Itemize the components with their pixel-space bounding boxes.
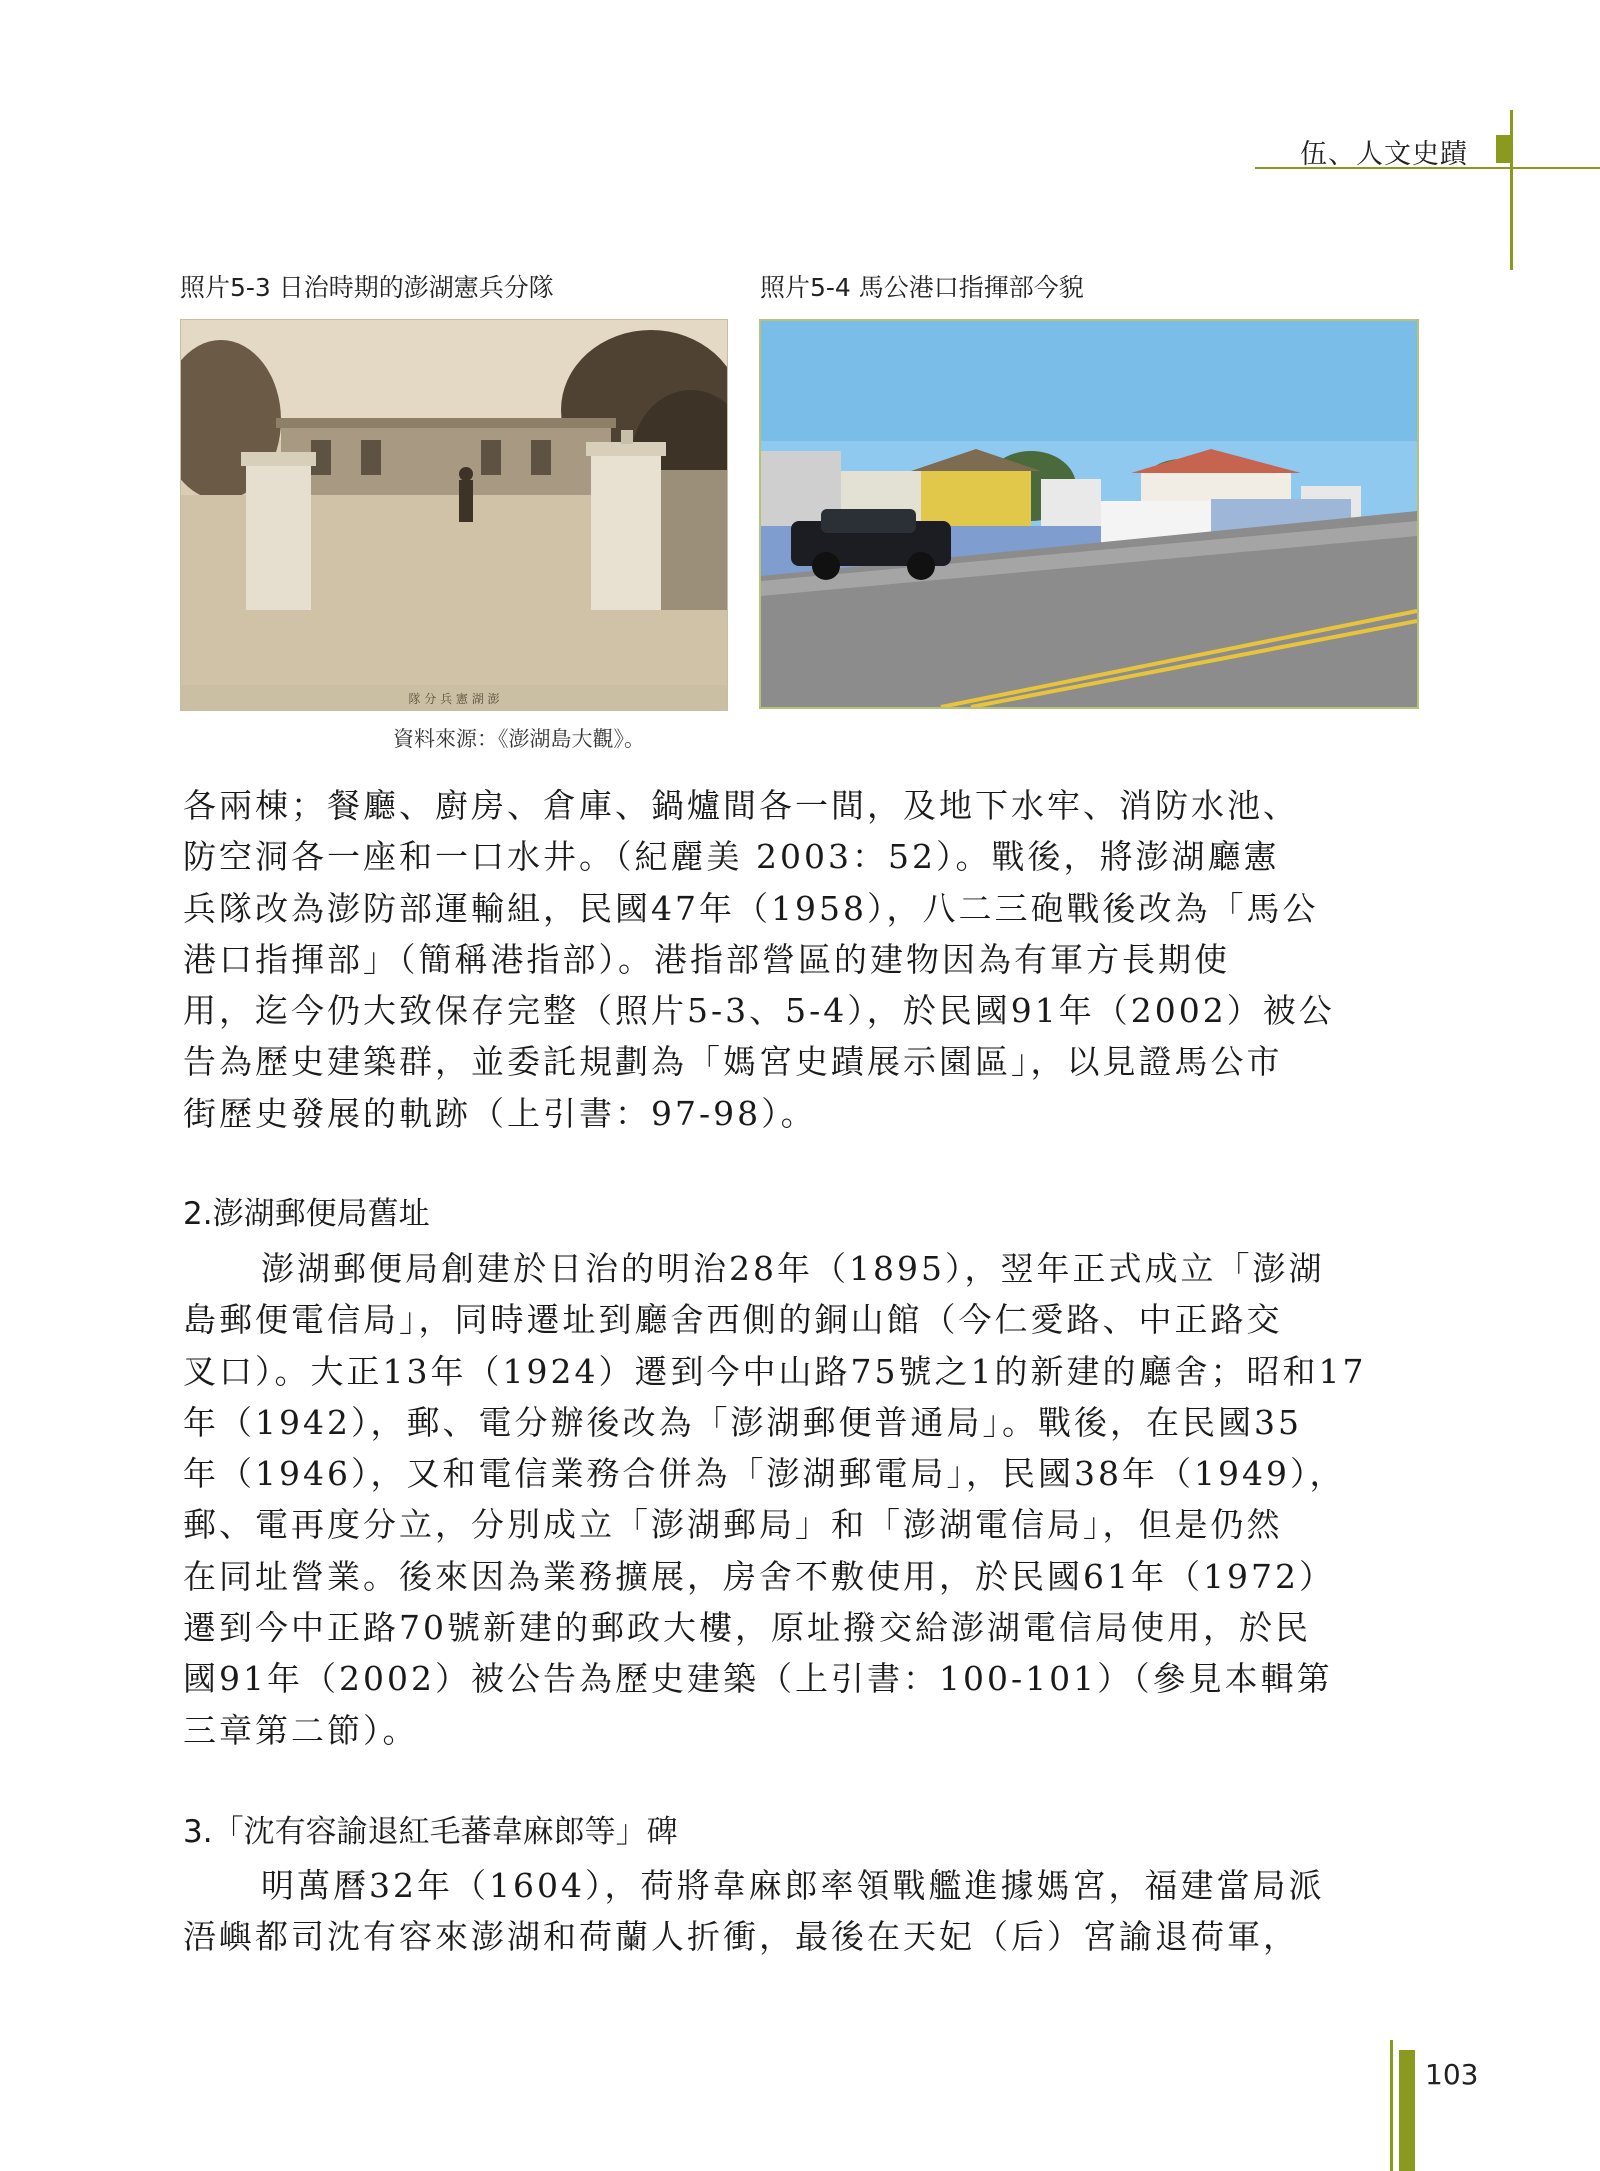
paragraph-line: 年（1942），郵、電分辦後改為「澎湖郵便普通局」。戰後，在民國35 [183,1402,1302,1442]
paragraph-line: 用，迄今仍大致保存完整（照片5-3、5-4），於民國91年（2002）被公 [183,991,1335,1031]
photo-5-4-caption: 照片5-4 馬公港口指揮部今貌 [760,273,1084,302]
body-paragraph-1 [183,780,1420,1139]
paragraph-line: 明萬曆32年（1604），荷將韋麻郎率領戰艦進據媽宮，福建當局派 [261,1866,1325,1905]
body-paragraph-3 [183,1860,1420,1963]
paragraph-line: 街歷史發展的軌跡（上引書：97-98）。 [183,1093,817,1133]
paragraph-line: 在同址營業。後來因為業務擴展，房舍不敷使用，於民國61年（1972） [183,1556,1335,1596]
paragraph-line: 島郵便電信局」，同時遷址到廳舍西側的銅山館（今仁愛路、中正路交 [183,1300,1283,1340]
photo-5-3-inner-title: 隊 分 兵 憲 湖 澎 [408,692,500,706]
paragraph-line: 告為歷史建築群，並委託規劃為「媽宮史蹟展示園區」，以見證馬公市 [183,1042,1283,1082]
photo-source-note: 資料來源：《澎湖島大觀》。 [393,727,645,751]
photo-5-3-caption: 照片5-3 日治時期的澎湖憲兵分隊 [180,273,554,302]
paragraph-line: 防空洞各一座和一口水井。（紀麗美 2003：52）。戰後，將澎湖廳憲 [183,837,1280,877]
header-accent-block [1496,135,1510,163]
paragraph-line: 各兩棟；餐廳、廚房、倉庫、鍋爐間各一間，及地下水牢、消防水池、 [183,786,1299,825]
paragraph-line: 澎湖郵便局創建於日治的明治28年（1895），翌年正式成立「澎湖 [261,1249,1325,1288]
paragraph-line: 三章第二節）。 [183,1710,419,1750]
page-number: 103 [1425,2058,1479,2091]
header-accent-vertical-line [1510,110,1513,270]
paragraph-line: 兵隊改為澎防部運輸組，民國47年（1958），八二三砲戰後改為「馬公 [183,888,1319,928]
running-header: 伍、人文史蹟 [1300,139,1468,170]
paragraph-line: 浯嶼都司沈有容來澎湖和荷蘭人折衝，最後在天妃（后）宮諭退荷軍， [183,1917,1299,1957]
photo-5-3-image [181,320,727,710]
photo-5-4-image [761,321,1417,707]
section-heading-post-office: 2.澎湖郵便局舊址 [183,1196,430,1232]
paragraph-line: 港口指揮部」（簡稱港指部）。港指部營區的建物因為有軍方長期使 [183,939,1230,979]
paragraph-line: 叉口）。大正13年（1924）遷到今中山路75號之1的新建的廳舍；昭和17 [183,1351,1367,1391]
paragraph-line: 國91年（2002）被公告為歷史建築（上引書：100-101）（參見本輯第 [183,1659,1333,1699]
body-paragraph-2 [183,1243,1420,1756]
paragraph-line: 年（1946），又和電信業務合併為「澎湖郵電局」，民國38年（1949）， [183,1454,1346,1494]
paragraph-line: 郵、電再度分立，分別成立「澎湖郵局」和「澎湖電信局」，但是仍然 [183,1505,1283,1545]
photo-5-4-port-command-today [759,319,1419,709]
paragraph-line: 遷到今中正路70號新建的郵政大樓，原址撥交給澎湖電信局使用，於民 [183,1608,1311,1648]
photo-5-3-military-police-unit [180,319,728,711]
footer-accent-line [1390,2040,1393,2171]
footer-accent-block [1399,2050,1415,2171]
section-heading-stele: 3.「沈有容諭退紅毛蕃韋麻郎等」碑 [183,1814,678,1850]
